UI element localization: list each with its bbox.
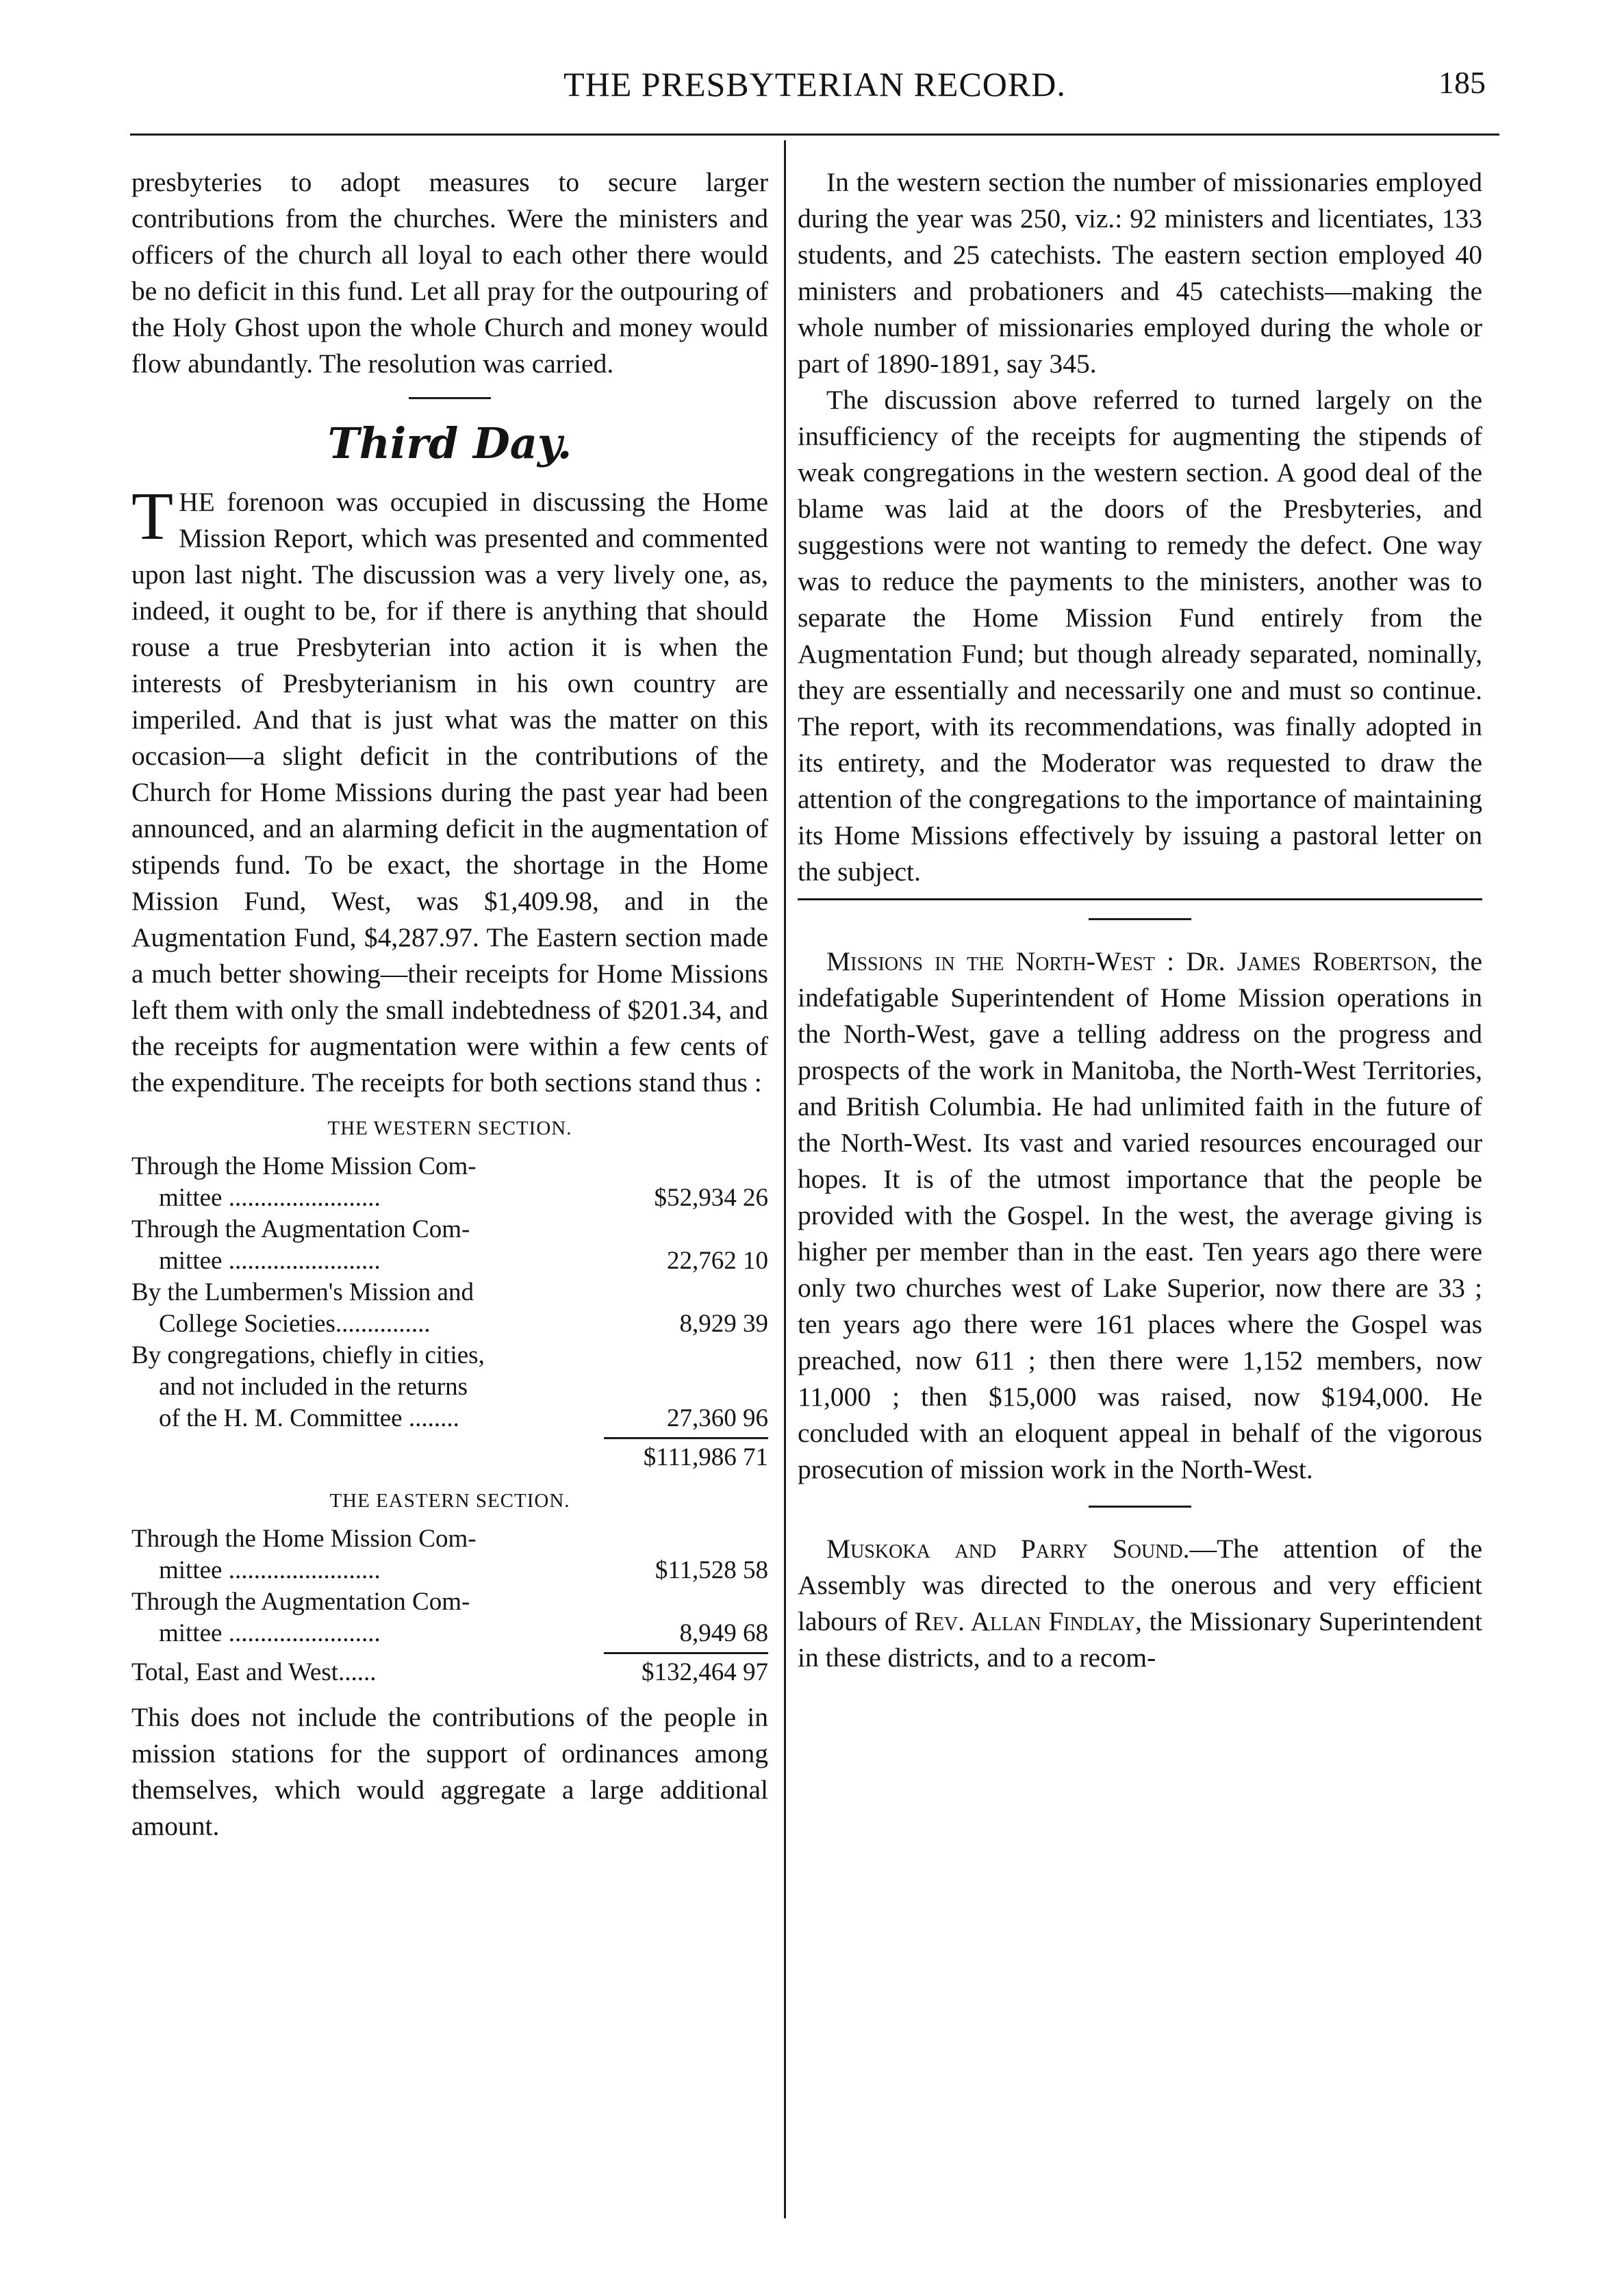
row-amount: $52,934 26 <box>654 1184 768 1212</box>
row-amount: 8,929 39 <box>679 1310 768 1338</box>
paragraph: The discussion above referred to turned largely on the insufficiency of the receipts for augmenting the stipends of weak congregations in the western section. A good deal of the blame was laid at the doors of the Presbyteries, and suggestions were not wanting to remedy the defect. One way was to reduce the payments to the ministers, another was to separate the Home Mission Fund entirely from the Augmentation Fund; but though already separated, nominally, they are essentially and necessarily one and must so continue. The report, with its recommendations, was finally adopted in its entirety, and the Moderator was requested to draw the attention of the congregations to the importance of maintaining its Home Missions effectively by issuing a pastoral letter on the subject. <box>798 385 1482 887</box>
section-rule <box>409 397 491 399</box>
grand-total: $132,464 97 <box>642 1658 768 1686</box>
row-amount: 22,762 10 <box>667 1247 768 1275</box>
section-heading: Third Day. <box>327 418 572 468</box>
table-row <box>131 1245 768 1277</box>
column-divider <box>784 140 786 2218</box>
row-amount: $11,528 58 <box>655 1556 768 1584</box>
row-label: By the Lumbermen's Mission and <box>131 1278 474 1306</box>
paragraph <box>798 1531 1482 1676</box>
table-heading-eastern: THE EASTERN SECTION. <box>329 1490 570 1512</box>
table-row <box>131 1277 768 1308</box>
lead-in: Missions in the North-West : Dr. James Robertson, <box>826 946 1438 976</box>
table-row <box>131 1371 768 1403</box>
page-number: 185 <box>1438 65 1486 100</box>
table-eastern <box>131 1523 768 1688</box>
row-label: of the H. M. Committee ........ <box>159 1404 459 1432</box>
paragraph: In the western section the number of missionaries employed during the year was 250, viz.: 92 ministers and licentiates, 133 students, and 25 catechists. The eastern section employed 40 ministers and probationers and 45 catechists—making the whole number of missionaries employed during the whole or part of 1890-1891, say 345. <box>798 167 1482 379</box>
paragraph <box>131 478 768 1101</box>
page-header <box>130 60 1499 108</box>
table-row <box>131 1523 768 1555</box>
row-label: Through the Home Mission Com- <box>131 1152 477 1180</box>
right-column <box>798 164 1482 1676</box>
row-label: College Societies............... <box>159 1310 431 1338</box>
paragraph: presbyteries to adopt measures to secure larger contributions from the churches. Were the ministers and officers of the church all loyal to each other there would be no deficit in this fund. Let all pray for the outpouring of the Holy Ghost upon the whole Church and money would flow abundantly. The resolution was carried. <box>131 167 768 379</box>
table-western <box>131 1151 768 1473</box>
grand-total-row <box>131 1657 768 1688</box>
western-total: $111,986 71 <box>643 1443 768 1471</box>
paragraph: This does not include the contributions of the people in mission stations for the support of ordinances among themselves, which would aggregate a large additional amount. <box>131 1702 768 1841</box>
drop-cap: T <box>131 478 174 554</box>
row-amount: 27,360 96 <box>667 1404 768 1432</box>
row-label: mittee ........................ <box>159 1184 381 1212</box>
table-row <box>131 1403 768 1434</box>
row-label: mittee ........................ <box>159 1619 381 1647</box>
lead-in: Muskoka and Parry Sound. <box>826 1534 1190 1564</box>
row-label: mittee ........................ <box>159 1247 381 1275</box>
person-name: Rev. Allan Findlay, <box>914 1606 1142 1636</box>
paragraph <box>798 943 1482 1488</box>
row-label: Through the Augmentation Com- <box>131 1215 470 1243</box>
table-row <box>131 1586 768 1618</box>
table-row <box>131 1151 768 1182</box>
sum-rule <box>604 1437 768 1439</box>
table-row <box>131 1618 768 1649</box>
paragraph-text: the Missionary Superintendent in these districts, and to a recom- <box>798 1606 1482 1673</box>
section-rule <box>1089 1506 1191 1508</box>
row-amount: 8,949 68 <box>679 1619 768 1647</box>
left-column <box>131 164 768 1844</box>
running-title: THE PRESBYTERIAN RECORD. <box>563 65 1066 103</box>
sum-rule <box>604 1652 768 1654</box>
row-label: mittee ........................ <box>159 1556 381 1584</box>
table-row <box>131 1555 768 1586</box>
grand-total-label: Total, East and West...... <box>131 1658 377 1686</box>
row-label: and not included in the returns <box>159 1373 468 1401</box>
section-rule <box>1089 918 1191 920</box>
divider-rule <box>798 898 1482 900</box>
table-total-row <box>131 1442 768 1473</box>
row-label: Through the Augmentation Com- <box>131 1588 470 1616</box>
row-label: By congregations, chiefly in cities, <box>131 1341 485 1369</box>
paragraph-text: —The attention of the Assembly was directed to the onerous and very efficient labours of <box>798 1534 1482 1636</box>
table-heading-western: THE WESTERN SECTION. <box>327 1117 572 1139</box>
table-row <box>131 1182 768 1214</box>
paragraph-text: the indefatigable Superintendent of Home Mission operations in the North-West, gave a telling address on the progress and prospects of the work in Manitoba, the North-West Territories, and British Columbia. He had unlimited faith in the future of the North-West. Its vast and varied resources encouraged our hopes. It is of the utmost importance that the people be provided with the Gospel. In the west, the average giving is higher per member than in the east. Ten years ago there were only two churches west of Lake Superior, now there are 33 ; ten years ago there were 161 places where the Gospel was preached, now 611 ; then there were 1,152 members, now 11,000 ; then $15,000 was raised, now $194,000. He concluded with an eloquent appeal in behalf of the vigorous prosecution of mission work in the North-West. <box>798 946 1482 1484</box>
table-row <box>131 1214 768 1245</box>
row-label: Through the Home Mission Com- <box>131 1525 477 1553</box>
header-rule <box>130 134 1499 136</box>
paragraph-text: HE forenoon was occupied in discussing the Home Mission Report, which was presented and commented upon last night. The discussion was a very lively one, as, indeed, it ought to be, for if there is anything that should rouse a true Presbyterian into action it is when the interests of Presbyterianism in his own country are imperiled. And that is just what was the matter on this occasion—a slight deficit in the contributions of the Church for Home Missions during the past year had been announced, and an alarming deficit in the augmentation of stipends fund. To be exact, the shortage in the Home Mission Fund, West, was $1,409.98, and in the Augmentation Fund, $4,287.97. The Eastern section made a much better showing—their receipts for Home Missions left them with only the small indebtedness of $201.34, and the receipts for augmentation were within a few cents of the expenditure. The receipts for both sections stand thus : <box>131 487 768 1098</box>
table-row <box>131 1340 768 1371</box>
table-row <box>131 1308 768 1340</box>
